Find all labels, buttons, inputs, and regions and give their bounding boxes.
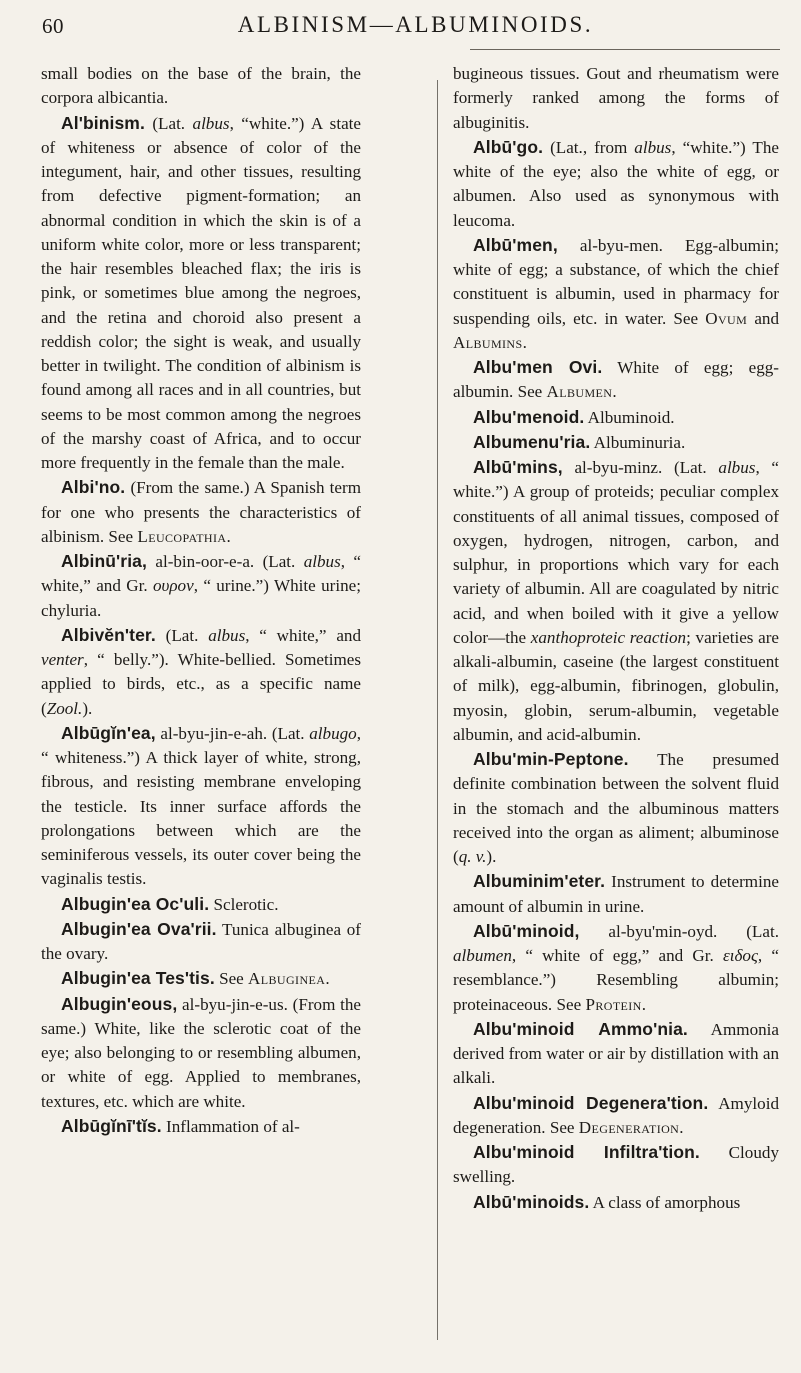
cross-reference: Leucopathia xyxy=(137,526,227,546)
italic-term: ειδος xyxy=(723,946,758,965)
entry-text: small bodies on the base of the brain, the corpora albicantia. xyxy=(41,64,361,108)
entry-text: Amyloid degeneration. See xyxy=(453,1093,779,1137)
entry-text: al-byu-men. Egg-albumin; white of egg; a substance, of which the chief constituent is albumin, used in pharmacy for suspending oils, etc. in water. See xyxy=(453,235,779,328)
entry-text: , “ white.”) A group of proteids; peculiar complex constituents of all animal tissues, composed of oxygen, hydrogen, nitrogen, carbon, and sulphur, in proportions which vary for each variety of albumin. All are coagulated by nitric acid, and when boiled with it give a yellow color—the xyxy=(453,458,779,647)
dictionary-entry xyxy=(41,966,361,991)
entry-headword: Albu'minoid Infiltra'tion. xyxy=(473,1142,700,1162)
italic-term: albus xyxy=(192,113,230,133)
entry-headword: Albivĕn'ter. xyxy=(61,624,156,645)
entry-headword: Al'binism. xyxy=(61,112,145,133)
italic-term: q. v. xyxy=(458,847,487,866)
dictionary-entry xyxy=(41,549,361,623)
entry-text: al-byu'min-oyd. (Lat. xyxy=(579,921,779,941)
dictionary-entry xyxy=(41,623,361,721)
cross-reference: Albumen xyxy=(546,382,613,402)
entry-text: . xyxy=(679,1117,684,1137)
cross-reference: Protein xyxy=(585,994,642,1014)
entry-text: (From the same.) A Spanish term for one who presents the characteristics of albinism. See xyxy=(41,478,361,546)
entry-continuation xyxy=(453,62,779,135)
entry-headword: Albu'minoid Ammo'nia. xyxy=(473,1018,688,1039)
cross-reference: Albuginea xyxy=(248,969,326,989)
entry-text: Instrument to determine amount of albumin in urine. xyxy=(453,872,779,916)
italic-term: venter xyxy=(41,650,84,669)
entry-headword: Albū'go. xyxy=(473,136,544,157)
entry-text: al-byu-minz. (Lat. xyxy=(562,458,719,477)
dictionary-entry xyxy=(453,1091,779,1141)
page-number: 60 xyxy=(42,14,64,38)
entry-text: , “ white of egg,” and Gr. xyxy=(511,946,723,965)
entry-continuation xyxy=(41,62,361,111)
entry-text: , “ belly.”). White-bellied. Sometimes applied to birds, etc., as a specific name ( xyxy=(41,650,361,718)
dictionary-entry xyxy=(453,455,779,747)
entry-headword: Albi'no. xyxy=(61,477,126,498)
dictionary-entry xyxy=(453,135,779,233)
dictionary-entry xyxy=(41,721,361,892)
entry-text: The presumed definite combination between the solvent fluid in the stomach and the albuminous matters received into the organ as aliment; albuminose ( xyxy=(453,750,779,866)
entry-text: , “ resemblance.”) Resembling albumin; proteinaceous. See xyxy=(453,946,779,1014)
cross-reference: Albumins xyxy=(453,332,523,352)
entry-text: , “ white,” and Gr. xyxy=(41,552,361,596)
dictionary-entry xyxy=(453,355,779,405)
entry-text: Albuminuria. xyxy=(590,432,686,452)
entry-text: ; varieties are alkali-albumin, caseine (the largest constituent of milk), egg-albumin, fibrinogen, globulin, myosin, globin, serum-albumin, vegetable albumin, and acid-albumin. xyxy=(453,627,779,744)
entry-headword: Albu'minoid Degenera'tion. xyxy=(473,1092,709,1113)
dictionary-entry xyxy=(41,1114,361,1139)
entry-headword: Albuminim'eter. xyxy=(473,871,606,892)
entry-text: (Lat. xyxy=(155,625,209,645)
right-column xyxy=(453,62,779,1215)
dictionary-entry xyxy=(41,475,361,549)
entry-headword: Albu'menoid. xyxy=(473,406,585,427)
entry-text: , “ whiteness.”) A thick layer of white, strong, fibrous, and resisting membrane enveloping the testicle. Its inner surface affords the prolongations between which are the seminiferous vessels, its outer cover being the vaginalis testis. xyxy=(41,723,361,889)
entry-text: . xyxy=(325,969,330,989)
left-column xyxy=(41,62,361,1139)
entry-text: . xyxy=(641,994,647,1014)
entry-headword: Albugin'ea Oc'uli. xyxy=(61,893,210,914)
header-rule xyxy=(470,49,780,50)
entry-text: bugineous tissues. Gout and rheumatism were formerly ranked among the forms of albuginitis. xyxy=(453,64,779,132)
entry-headword: Albumenu'ria. xyxy=(473,431,591,452)
dictionary-entry xyxy=(453,1190,779,1215)
italic-term: albus xyxy=(634,137,672,157)
italic-term: albus xyxy=(303,552,341,571)
column-divider xyxy=(437,80,438,1340)
entry-headword: Albu'min-Peptone. xyxy=(473,749,629,769)
entry-text: , “white.”) The white of the eye; also the white of egg, or albumen. Also used as synonymous with leucoma. xyxy=(453,137,779,230)
italic-term: albumen xyxy=(453,946,512,965)
cross-reference: Degeneration xyxy=(578,1117,680,1137)
entry-headword: Albu'men Ovi. xyxy=(473,357,603,377)
entry-text: and xyxy=(747,308,779,328)
italic-term: albus xyxy=(718,458,756,477)
entry-headword: Albū'minoid, xyxy=(473,920,580,941)
entry-text: Ammonia derived from water or air by distillation with an alkali. xyxy=(453,1019,780,1088)
entry-text: , “ urine.”) White urine; chyluria. xyxy=(41,576,361,620)
entry-text: ). xyxy=(486,847,497,866)
dictionary-entry xyxy=(453,233,779,355)
italic-term: Zool. xyxy=(46,698,83,718)
entry-text: Sclerotic. xyxy=(209,894,279,914)
entry-text: Albuminoid. xyxy=(584,407,675,427)
dictionary-entry xyxy=(41,992,361,1114)
entry-text: al-byu-jin-e-ah. (Lat. xyxy=(155,723,310,743)
entry-text: al-bin-oor-e-a. (Lat. xyxy=(146,552,304,571)
entry-text: , “ white,” and xyxy=(245,625,361,645)
entry-text: . xyxy=(522,332,527,352)
entry-text: al-byu-jin-e-us. (From the same.) White, like the sclerotic coat of the eye; also belonging to or resembling albumen, or white of egg. Applied to membranes, textures, etc. which are white. xyxy=(41,994,361,1111)
entry-headword: Albū'minoids. xyxy=(473,1191,590,1212)
entry-headword: Albūgĭn'ea, xyxy=(61,722,156,743)
entry-headword: Albugin'ea Tes'tis. xyxy=(61,968,215,989)
entry-text: Inflammation of al- xyxy=(161,1116,300,1136)
dictionary-entry xyxy=(41,892,361,917)
entry-headword: Albugin'eous, xyxy=(61,993,178,1014)
dictionary-entry xyxy=(453,1017,779,1091)
dictionary-entry xyxy=(453,430,779,455)
entry-headword: Albugin'ea Ova'rii. xyxy=(61,918,217,939)
entry-text: ). xyxy=(82,698,93,718)
entry-text: See xyxy=(214,969,249,989)
entry-headword: Albinū'ria, xyxy=(61,551,147,571)
dictionary-entry xyxy=(41,111,361,476)
dictionary-entry xyxy=(41,917,361,967)
entry-headword: Albū'mins, xyxy=(473,457,563,477)
italic-term: albus xyxy=(208,625,246,645)
entry-text: Cloudy swelling. xyxy=(453,1143,779,1187)
italic-term: xanthoproteic reaction xyxy=(530,627,687,647)
entry-text: White of egg; egg-albumin. See xyxy=(453,358,780,402)
italic-term: albugo xyxy=(309,723,357,743)
entry-text: (Lat. xyxy=(144,113,193,133)
italic-term: ουρον xyxy=(152,576,194,596)
dictionary-entry xyxy=(453,747,779,869)
dictionary-entry xyxy=(453,869,779,919)
entry-text: , “white.”) A state of whiteness or absence of color of the integument, hair, and other tissues, resulting from defective pigment-formation; an abnormal condition in which the skin is of a uniform white color, more or less transparent; the hair resembles bleached flax; the iris is pink, or sometimes blue among the negroes, and the retina and choroid also present a reddish color; the sight is weak, and usually better in twilight. The condition of albinism is found among all races and in all countries, but seems to be most common among the negroes of the marshy coast of Africa, and to occur more frequently in the female than the male. xyxy=(41,113,361,472)
running-head: ALBINISM—ALBUMINOIDS. xyxy=(237,12,594,37)
entry-text: . xyxy=(226,526,231,546)
entry-text: A class of amorphous xyxy=(589,1192,741,1212)
dictionary-entry xyxy=(453,1140,779,1190)
dictionary-entry xyxy=(453,405,779,430)
entry-headword: Albū'men, xyxy=(473,234,558,255)
entry-headword: Albūgĭnī'tĭs. xyxy=(61,1115,162,1136)
dictionary-entry xyxy=(453,919,779,1017)
entry-text: . xyxy=(612,382,617,402)
entry-text: Tunica albuginea of the ovary. xyxy=(41,919,361,963)
entry-text: (Lat., from xyxy=(543,137,635,157)
cross-reference: Ovum xyxy=(705,308,748,328)
